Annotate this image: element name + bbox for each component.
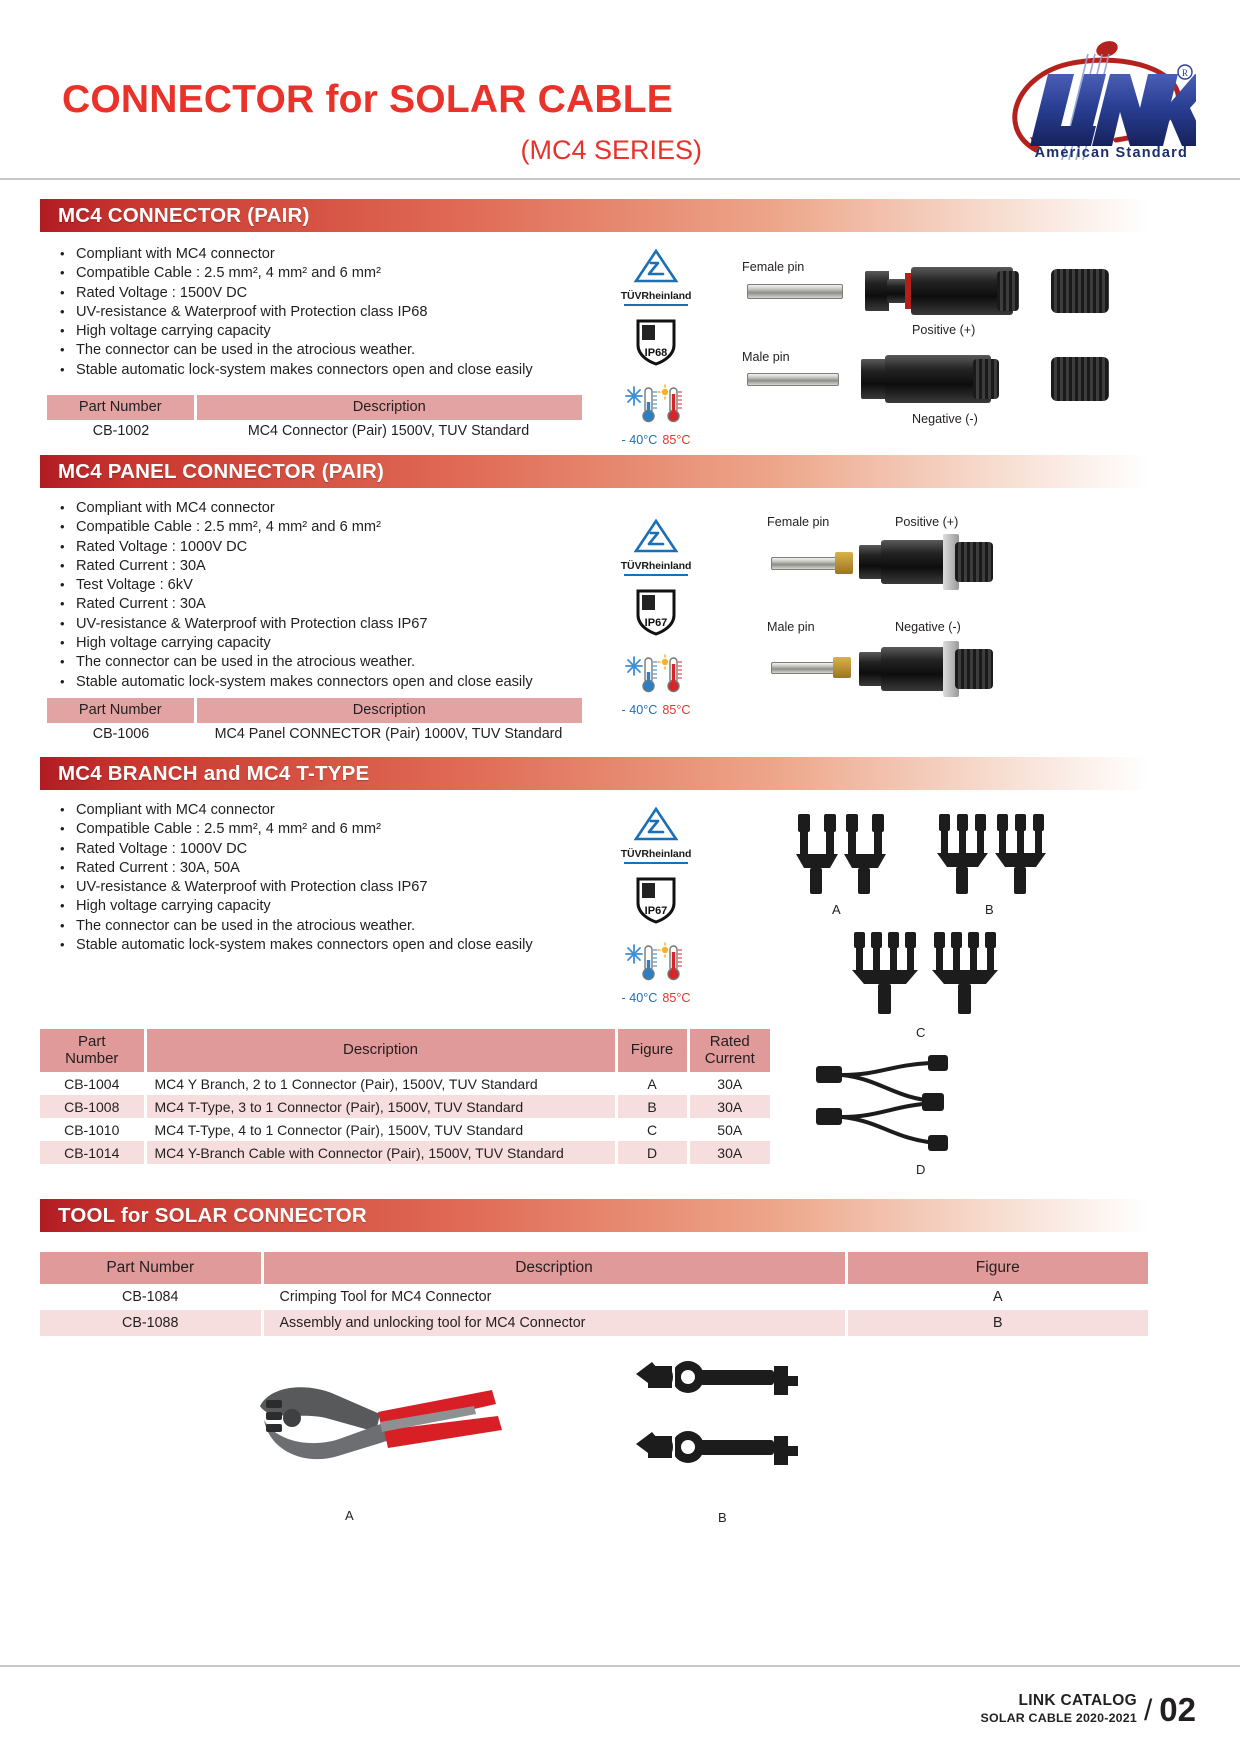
cell-description: MC4 Y Branch, 2 to 1 Connector (Pair), 1500V, TUV Standard bbox=[145, 1072, 616, 1095]
positive-connector-head bbox=[865, 271, 889, 311]
parts-table-mc4-panel-connector bbox=[47, 698, 582, 746]
column-description: Description bbox=[262, 1252, 846, 1284]
figure-d-y-branch-cable-art bbox=[810, 1055, 1050, 1160]
tuv-label: TÜVRheinland bbox=[620, 560, 692, 572]
caption-male-pin: Male pin bbox=[767, 620, 815, 634]
figure-label-b: B bbox=[985, 902, 994, 917]
cell-part-number: CB-1006 bbox=[47, 723, 195, 746]
list-item: • Compliant with MC4 connector bbox=[58, 499, 533, 518]
ip-rating-icon bbox=[608, 317, 704, 372]
cell-part-number: CB-1010 bbox=[40, 1118, 145, 1141]
cell-rated-current: 30A bbox=[688, 1095, 770, 1118]
svg-text:R: R bbox=[1181, 68, 1189, 78]
footer-slash: / bbox=[1143, 1693, 1153, 1727]
parts-table-mc4-connector bbox=[47, 395, 582, 443]
temp-cold-value: - 40°C bbox=[621, 990, 658, 1005]
assembly-tool-art bbox=[630, 1352, 850, 1502]
column-part-number: Part Number bbox=[47, 395, 195, 420]
page-subtitle: (MC4 SERIES) bbox=[520, 135, 702, 165]
temp-hot-value: 85°C bbox=[662, 990, 691, 1005]
tuv-triangle-icon bbox=[633, 806, 679, 842]
temperature-range-icon bbox=[608, 942, 704, 1005]
table-header-row bbox=[47, 698, 582, 723]
cell-description: MC4 T-Type, 4 to 1 Connector (Pair), 1500V, TUV Standard bbox=[145, 1118, 616, 1141]
tuv-triangle-icon bbox=[633, 518, 679, 554]
column-figure: Figure bbox=[616, 1029, 688, 1072]
list-item: • Stable automatic lock-system makes connectors open and close easily bbox=[58, 361, 533, 380]
table-row bbox=[40, 1141, 770, 1164]
ip68-shield-icon bbox=[634, 317, 678, 367]
temp-cold-value: - 40°C bbox=[621, 702, 658, 717]
cell-description: Assembly and unlocking tool for MC4 Connector bbox=[262, 1310, 846, 1336]
cell-part-number: CB-1002 bbox=[47, 420, 195, 443]
cell-part-number: CB-1014 bbox=[40, 1141, 145, 1164]
temperature-label bbox=[608, 703, 704, 717]
certification-icons-1 bbox=[608, 248, 704, 447]
table-header-row bbox=[47, 395, 582, 420]
list-item: • Compatible Cable : 2.5 mm², 4 mm² and 6 mm² bbox=[58, 820, 533, 839]
section-title: TOOL for SOLAR CONNECTOR bbox=[58, 1203, 367, 1227]
ip-label-text: IP67 bbox=[644, 616, 668, 629]
figure-label-d: D bbox=[916, 1162, 926, 1177]
list-item: • Compliant with MC4 connector bbox=[58, 801, 533, 820]
feature-list-mc4-panel-connector bbox=[58, 499, 533, 692]
temperature-label bbox=[608, 991, 704, 1005]
list-item: • UV-resistance & Waterproof with Protection class IP67 bbox=[58, 615, 533, 634]
caption-male-pin: Male pin bbox=[742, 350, 790, 364]
ip-rating-icon bbox=[608, 875, 704, 930]
caption-female-pin: Female pin bbox=[742, 260, 805, 274]
panel-positive-body bbox=[881, 540, 949, 584]
thermometer-icons bbox=[625, 654, 687, 696]
table-row bbox=[40, 1118, 770, 1141]
figure-c-t-type-art bbox=[850, 928, 1000, 1023]
temp-hot-value: 85°C bbox=[662, 702, 691, 717]
figure-b-t-type-art bbox=[935, 810, 1050, 900]
logo-tagline: American Standard bbox=[1034, 145, 1188, 161]
panel-negative-head bbox=[859, 652, 883, 686]
parts-table-mc4-branch bbox=[40, 1029, 770, 1164]
positive-connector-threads bbox=[997, 271, 1019, 311]
section-header-tool bbox=[40, 1199, 1148, 1232]
figure-label-tool-a: A bbox=[345, 1508, 354, 1523]
tuv-label: TÜVRheinland bbox=[620, 290, 692, 302]
cold-thermometer-icon bbox=[643, 946, 657, 980]
caption-positive: Positive (+) bbox=[895, 515, 959, 529]
figure-label-tool-b: B bbox=[718, 1510, 727, 1525]
figure-a-y-branch-art bbox=[790, 810, 890, 900]
column-part-number: Part Number bbox=[47, 698, 195, 723]
link-logo bbox=[976, 32, 1196, 167]
page-number: 02 bbox=[1159, 1691, 1196, 1729]
table-row bbox=[47, 420, 582, 443]
cold-thermometer-icon bbox=[643, 388, 657, 422]
column-part-line2: Number bbox=[65, 1049, 119, 1067]
list-item: • Compatible Cable : 2.5 mm², 4 mm² and 6 mm² bbox=[58, 518, 533, 537]
panel-male-pin-collar bbox=[833, 657, 851, 678]
hot-thermometer-icon bbox=[668, 946, 682, 980]
ip67-shield-icon bbox=[634, 875, 678, 925]
section-title: MC4 CONNECTOR (PAIR) bbox=[58, 203, 310, 227]
tuv-underline bbox=[624, 304, 688, 306]
cell-rated-current: 50A bbox=[688, 1118, 770, 1141]
figure-label-c: C bbox=[916, 1025, 926, 1040]
section-header-mc4-branch bbox=[40, 757, 1148, 790]
cold-thermometer-icon bbox=[643, 658, 657, 692]
temperature-range-icon bbox=[608, 384, 704, 447]
thermometer-icons bbox=[625, 942, 687, 984]
caption-negative: Negative (-) bbox=[912, 412, 978, 426]
negative-connector-head bbox=[861, 359, 887, 399]
column-rated-line2: Current bbox=[704, 1049, 755, 1067]
section-title: MC4 BRANCH and MC4 T-TYPE bbox=[58, 761, 370, 785]
cell-part-number: CB-1084 bbox=[40, 1284, 262, 1310]
table-row bbox=[40, 1072, 770, 1095]
negative-connector-threads bbox=[973, 359, 999, 399]
feature-list-mc4-branch bbox=[58, 801, 533, 955]
column-rated-current bbox=[688, 1029, 770, 1072]
cell-rated-current: 30A bbox=[688, 1141, 770, 1164]
table-header-row bbox=[40, 1252, 1148, 1284]
crimping-tool-art bbox=[230, 1360, 510, 1500]
parts-table-tool bbox=[40, 1252, 1148, 1336]
page-header bbox=[0, 0, 1240, 178]
list-item: • High voltage carrying capacity bbox=[58, 897, 533, 916]
list-item: • The connector can be used in the atrocious weather. bbox=[58, 917, 533, 936]
list-item: • Compatible Cable : 2.5 mm², 4 mm² and 6 mm² bbox=[58, 264, 533, 283]
column-part-line1: Part bbox=[77, 1033, 106, 1050]
panel-negative-thread bbox=[955, 649, 993, 689]
panel-negative-body bbox=[881, 647, 949, 691]
column-description: Description bbox=[145, 1029, 616, 1072]
footer-catalog-edition: SOLAR CABLE 2020-2021 bbox=[980, 1711, 1137, 1725]
column-part-number: Part Number bbox=[40, 1252, 262, 1284]
cell-figure: D bbox=[616, 1141, 688, 1164]
column-rated-line1: Rated bbox=[709, 1033, 750, 1050]
list-item: • Rated Voltage : 1500V DC bbox=[58, 284, 533, 303]
cell-description: MC4 Y-Branch Cable with Connector (Pair), 1500V, TUV Standard bbox=[145, 1141, 616, 1164]
cell-description: MC4 Connector (Pair) 1500V, TUV Standard bbox=[195, 420, 582, 443]
page-footer bbox=[980, 1691, 1196, 1729]
list-item: • Stable automatic lock-system makes connectors open and close easily bbox=[58, 936, 533, 955]
hot-thermometer-icon bbox=[668, 658, 682, 692]
list-item: • Stable automatic lock-system makes connectors open and close easily bbox=[58, 673, 533, 692]
caption-negative: Negative (-) bbox=[895, 620, 961, 634]
list-item: • Rated Current : 30A bbox=[58, 557, 533, 576]
product-image-mc4-panel bbox=[755, 512, 1155, 702]
temperature-range-icon bbox=[608, 654, 704, 717]
certification-icons-3 bbox=[608, 806, 704, 1005]
snowflake-icon bbox=[626, 387, 642, 405]
panel-pin-collar bbox=[835, 552, 853, 574]
panel-positive-thread bbox=[955, 542, 993, 582]
list-item: • Rated Voltage : 1000V DC bbox=[58, 538, 533, 557]
ip-label-text: IP68 bbox=[644, 346, 668, 359]
ip67-shield-icon bbox=[634, 587, 678, 637]
column-part-number bbox=[40, 1029, 145, 1072]
header-divider bbox=[0, 178, 1240, 180]
list-item: • The connector can be used in the atrocious weather. bbox=[58, 341, 533, 360]
tuv-underline bbox=[624, 574, 688, 576]
product-image-crimping-tool bbox=[230, 1360, 510, 1523]
figure-label-a: A bbox=[832, 902, 841, 917]
temp-cold-value: - 40°C bbox=[621, 432, 658, 447]
column-description: Description bbox=[195, 395, 582, 420]
tuv-underline bbox=[624, 862, 688, 864]
tuv-rheinland-icon bbox=[608, 806, 704, 864]
footer-catalog-name: LINK CATALOG bbox=[1018, 1692, 1137, 1709]
list-item: • Test Voltage : 6kV bbox=[58, 576, 533, 595]
cell-figure: A bbox=[846, 1284, 1148, 1310]
cell-part-number: CB-1004 bbox=[40, 1072, 145, 1095]
list-item: • UV-resistance & Waterproof with Protection class IP67 bbox=[58, 878, 533, 897]
female-pin-art bbox=[747, 284, 843, 299]
cell-figure: C bbox=[616, 1118, 688, 1141]
table-row bbox=[40, 1284, 1148, 1310]
table-row bbox=[47, 723, 582, 746]
tuv-triangle-icon bbox=[633, 248, 679, 284]
tuv-rheinland-icon bbox=[608, 248, 704, 306]
feature-list-mc4-connector bbox=[58, 245, 533, 380]
snowflake-icon bbox=[626, 657, 642, 675]
negative-cap-nut bbox=[1051, 357, 1109, 401]
cell-part-number: CB-1008 bbox=[40, 1095, 145, 1118]
list-item: • Compliant with MC4 connector bbox=[58, 245, 533, 264]
hot-thermometer-icon bbox=[668, 388, 682, 422]
list-item: • Rated Current : 30A bbox=[58, 595, 533, 614]
cell-description: Crimping Tool for MC4 Connector bbox=[262, 1284, 846, 1310]
column-description: Description bbox=[195, 698, 582, 723]
thermometer-icons bbox=[625, 384, 687, 426]
tuv-rheinland-icon bbox=[608, 518, 704, 576]
snowflake-icon bbox=[626, 945, 642, 963]
table-row bbox=[40, 1095, 770, 1118]
caption-female-pin: Female pin bbox=[767, 515, 830, 529]
list-item: • High voltage carrying capacity bbox=[58, 322, 533, 341]
temp-hot-value: 85°C bbox=[662, 432, 691, 447]
cell-figure: A bbox=[616, 1072, 688, 1095]
cell-description: MC4 T-Type, 3 to 1 Connector (Pair), 1500V, TUV Standard bbox=[145, 1095, 616, 1118]
cell-figure: B bbox=[616, 1095, 688, 1118]
footer-row bbox=[980, 1691, 1196, 1729]
section-header-mc4-panel-connector bbox=[40, 455, 1148, 488]
panel-positive-head bbox=[859, 545, 883, 579]
caption-positive: Positive (+) bbox=[912, 323, 976, 337]
product-images-branch bbox=[780, 810, 1140, 1190]
product-image-mc4-connector bbox=[735, 255, 1145, 445]
cell-rated-current: 30A bbox=[688, 1072, 770, 1095]
product-image-assembly-tool bbox=[630, 1352, 850, 1525]
ip-rating-icon bbox=[608, 587, 704, 642]
section-header-mc4-connector bbox=[40, 199, 1148, 232]
temperature-label bbox=[608, 433, 704, 447]
cell-part-number: CB-1088 bbox=[40, 1310, 262, 1336]
positive-cap-nut bbox=[1051, 269, 1109, 313]
table-row bbox=[40, 1310, 1148, 1336]
table-header-row bbox=[40, 1029, 770, 1072]
list-item: • Rated Current : 30A, 50A bbox=[58, 859, 533, 878]
column-figure: Figure bbox=[846, 1252, 1148, 1284]
list-item: • Rated Voltage : 1000V DC bbox=[58, 840, 533, 859]
section-title: MC4 PANEL CONNECTOR (PAIR) bbox=[58, 459, 385, 483]
page-title: CONNECTOR for SOLAR CABLE bbox=[62, 78, 673, 121]
certification-icons-2 bbox=[608, 518, 704, 717]
cell-description: MC4 Panel CONNECTOR (Pair) 1000V, TUV Standard bbox=[195, 723, 582, 746]
list-item: • High voltage carrying capacity bbox=[58, 634, 533, 653]
positive-connector-neck bbox=[887, 279, 907, 303]
list-item: • The connector can be used in the atrocious weather. bbox=[58, 653, 533, 672]
male-pin-art bbox=[747, 373, 839, 386]
cell-figure: B bbox=[846, 1310, 1148, 1336]
list-item: • UV-resistance & Waterproof with Protection class IP68 bbox=[58, 303, 533, 322]
ip-label-text: IP67 bbox=[644, 904, 668, 917]
tuv-label: TÜVRheinland bbox=[620, 848, 692, 860]
footer-divider bbox=[0, 1665, 1240, 1667]
